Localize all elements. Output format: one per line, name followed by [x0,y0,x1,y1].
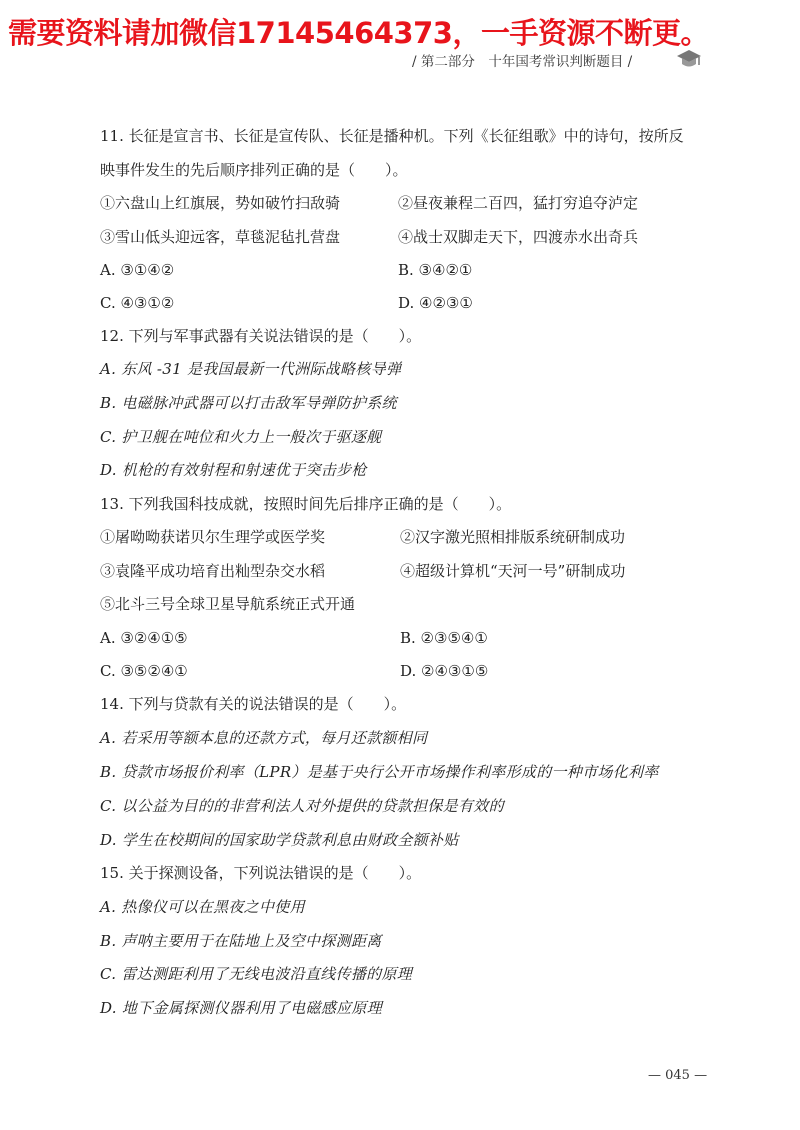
running-header: / 第二部分 十年国考常识判断题目 / [412,54,633,70]
option-c: C. 护卫舰在吨位和火力上一般次于驱逐舰 [100,428,382,446]
option-b: B. 电磁脉冲武器可以打击敌军导弹防护系统 [100,394,397,412]
event-item: ①屠呦呦获诺贝尔生理学或医学奖 [100,528,326,546]
poem-item: ②昼夜兼程二百四，猛打穷追夺泸定 [398,194,639,212]
option-d: D. ④②③① [398,294,473,312]
poem-item: ①六盘山上红旗展，势如破竹扫敌骑 [100,194,341,212]
event-item: ④超级计算机“天河一号”研制成功 [400,562,626,580]
option-c: C. ③⑤②④① [100,662,188,680]
graduation-cap-icon [676,48,702,70]
option-c: C. 以公益为目的的非营利法人对外提供的贷款担保是有效的 [100,797,504,815]
option-a: A. ③②④①⑤ [100,629,188,647]
option-c: C. ④③①② [100,294,175,312]
option-a: A. 若采用等额本息的还款方式，每月还款额相同 [100,729,428,747]
option-d: D. 地下金属探测仪器利用了电磁感应原理 [100,999,383,1017]
option-a: A. 热像仪可以在黑夜之中使用 [100,898,305,916]
poem-item: ③雪山低头迎远客，草毯泥毡扎营盘 [100,228,341,246]
option-b: B. ③④②① [398,261,473,279]
option-c: C. 雷达测距利用了无线电波沿直线传播的原理 [100,965,413,983]
promo-banner: 需要资料请加微信17145464373，一手资源不断更。 [8,16,709,50]
question-stem: 13. 下列我国科技成就，按照时间先后排序正确的是（ ）。 [100,495,512,513]
question-stem: 14. 下列与贷款有关的说法错误的是（ ）。 [100,695,407,713]
option-d: D. 机枪的有效射程和射速优于突击步枪 [100,461,367,479]
poem-item: ④战士双脚走天下，四渡赤水出奇兵 [398,228,639,246]
page-number: — 045 — [648,1068,708,1083]
question-stem: 映事件发生的先后顺序排列正确的是（ ）。 [100,161,408,179]
option-b: B. 贷款市场报价利率（LPR）是基于央行公开市场操作利率形成的一种市场化利率 [100,763,659,781]
option-a: A. ③①④② [100,261,175,279]
option-d: D. 学生在校期间的国家助学贷款利息由财政全额补贴 [100,831,459,849]
question-stem: 12. 下列与军事武器有关说法错误的是（ ）。 [100,327,422,345]
option-d: D. ②④③①⑤ [400,662,489,680]
option-a: A. 东风 -31 是我国最新一代洲际战略核导弹 [100,360,402,378]
question-stem: 11. 长征是宣言书、长征是宣传队、长征是播种机。下列《长征组歌》中的诗句，按所反 [100,127,684,145]
option-b: B. ②③⑤④① [400,629,488,647]
event-item: ②汉字激光照相排版系统研制成功 [400,528,626,546]
question-stem: 15. 关于探测设备，下列说法错误的是（ ）。 [100,864,422,882]
option-b: B. 声呐主要用于在陆地上及空中探测距离 [100,932,382,950]
event-item: ③袁隆平成功培育出籼型杂交水稻 [100,562,326,580]
event-item: ⑤北斗三号全球卫星导航系统正式开通 [100,595,356,613]
